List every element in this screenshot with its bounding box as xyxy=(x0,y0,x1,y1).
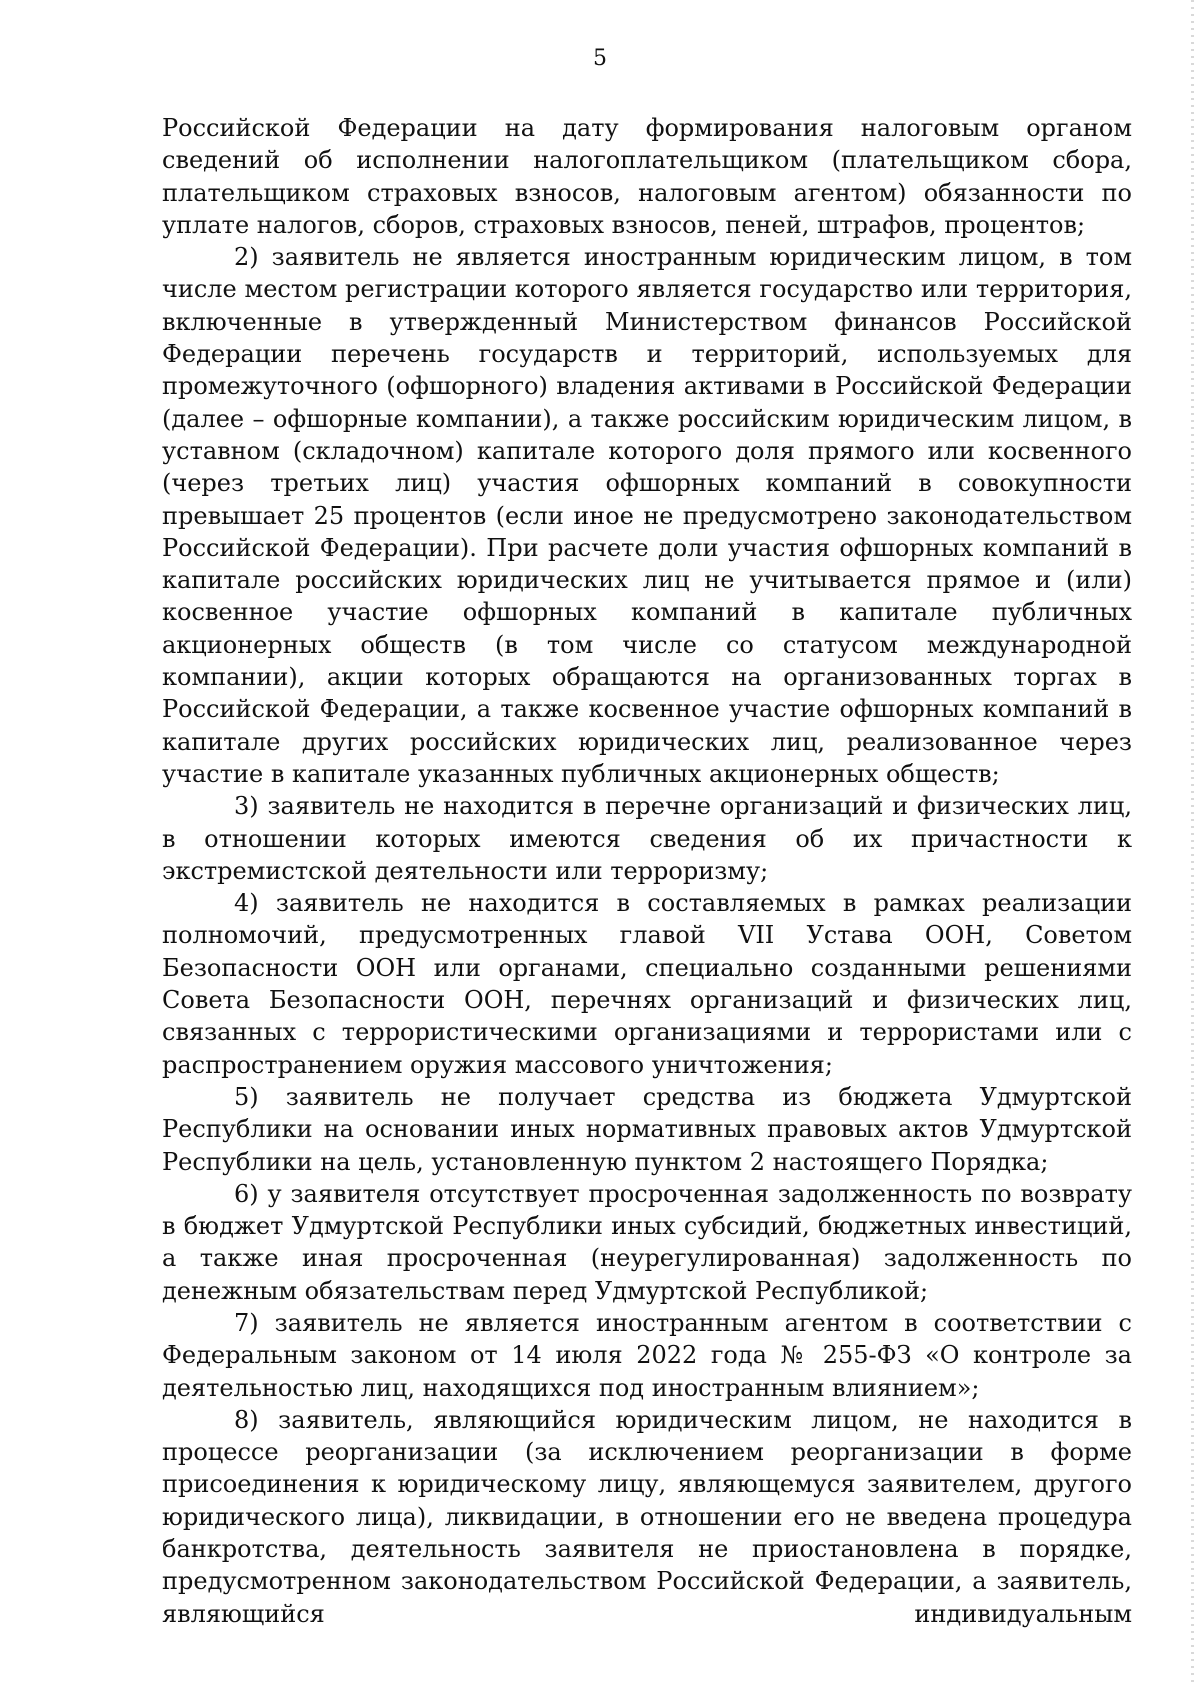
paragraph-item-7: 7) заявитель не является иностранным агентом в соответствии с Федеральным законом от 14 июля 2022 года № 255-ФЗ «О контроле за деятельностью лиц, находящихся под иностранным влиянием»; xyxy=(162,1308,1132,1402)
paragraph-item-6: 6) у заявителя отсутствует просроченная задолженность по возврату в бюджет Удмуртской Республики иных субсидий, бюджетных инвестиций, а также иная просроченная (неурегулированная) задолженность по денежным обязательствам перед Удмуртской Республикой; xyxy=(162,1179,1132,1305)
paragraph-item-2: 2) заявитель не является иностранным юридическим лицом, в том числе местом регистрации которого является государство или территория, включенные в утвержденный Министерством финансов Российской Федерации перечень государств и территорий, используемых для промежуточного (офшорного) владения активами в Российской Федерации (далее – офшорные компании), а также российским юридическим лицом, в уставном (складочном) капитале которого доля прямого или косвенного (через третьих лиц) участия офшорных компаний в совокупности превышает 25 процентов (если иное не предусмотрено законодательством Российской Федерации). При расчете доли участия офшорных компаний в капитале российских юридических лиц не учитывается прямое и (или) косвенное участие офшорных компаний в капитале публичных акционерных обществ (в том числе со статусом международной компании), акции которых обращаются на организованных торгах в Российской Федерации, а также косвенное участие офшорных компаний в капитале других российских юридических лиц, реализованное через участие в капитале указанных публичных акционерных обществ; xyxy=(162,243,1132,788)
scan-edge xyxy=(1191,0,1194,1686)
paragraph-item-4: 4) заявитель не находится в составляемых в рамках реализации полномочий, предусмотренных главой VII Устава ООН, Советом Безопасности ООН или органами, специально созданными решениями Совета Безопасности ООН, перечнях организаций и физических лиц, связанных с террористическими организациями и террористами или с распространением оружия массового уничтожения; xyxy=(162,889,1132,1079)
paragraph-continuation: Российской Федерации на дату формирования налоговым органом сведений об исполнении налогоплательщиком (плательщиком сбора, плательщиком страховых взносов, налоговым агентом) обязанности по уплате налогов, сборов, страховых взносов, пеней, штрафов, процентов; xyxy=(162,114,1132,239)
paragraph-item-3: 3) заявитель не находится в перечне организаций и физических лиц, в отношении которых имеются сведения об их причастности к экстремистской деятельности или терроризму; xyxy=(162,792,1132,885)
paragraph-item-8: 8) заявитель, являющийся юридическим лицом, не находится в процессе реорганизации (за исключением реорганизации в форме присоединения к юридическому лицу, являющемуся заявителем, другого юридического лица), ликвидации, в отношении его не введена процедура банкротства, деятельность заявителя не приостановлена в порядке, предусмотренном законодательством Российской Федерации, а заявитель, являющийся индивидуальным xyxy=(162,1405,1132,1628)
document-body xyxy=(162,112,1132,1630)
page-number: 5 xyxy=(593,46,607,71)
paragraph-item-5: 5) заявитель не получает средства из бюджета Удмуртской Республики на основании иных нормативных правовых актов Удмуртской Республики на цель, установленную пунктом 2 настоящего Порядка; xyxy=(162,1082,1132,1176)
